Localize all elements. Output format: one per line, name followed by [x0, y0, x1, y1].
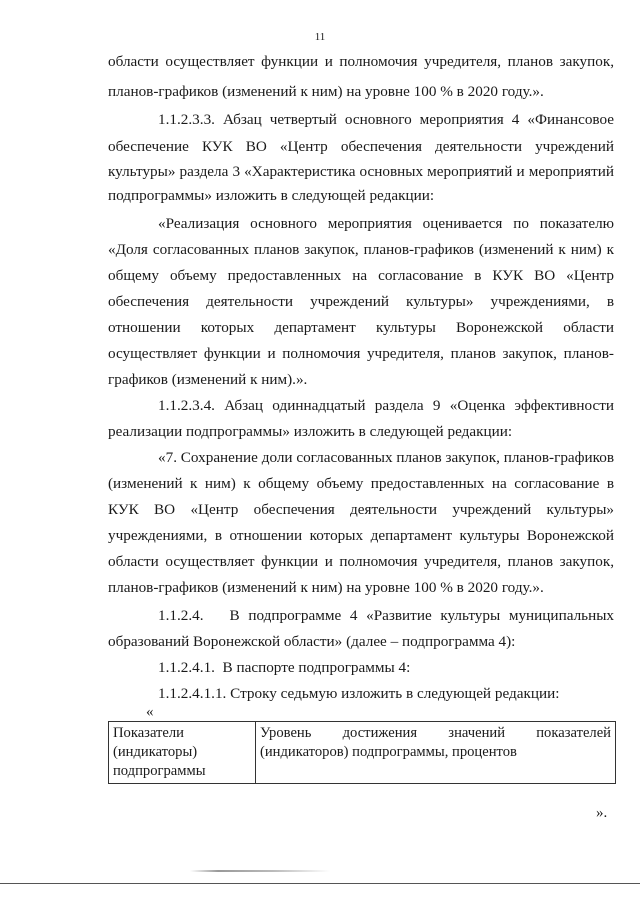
scan-artifact	[190, 870, 330, 872]
text-line: 1.1.2.4.1.1. Строку седьмую изложить в следующей редакции:	[158, 685, 560, 702]
text-line: «Доля согласованных планов закупок, планов-графиков (изменений к ним) к	[108, 241, 614, 258]
text-line: «7. Сохранение доли согласованных планов закупок, планов-графиков	[158, 449, 614, 466]
text-line: культуры» раздела 3 «Характеристика основных мероприятий и мероприятий	[108, 163, 614, 180]
page-number: 11	[314, 31, 326, 43]
text-line: КУК ВО «Центр обеспечения деятельности учреждений культуры»	[108, 501, 614, 518]
text-line: отношении которых департамент культуры Воронежской области	[108, 319, 614, 336]
cell-line: Уровень достижения значений показателей	[260, 725, 611, 741]
table-row	[109, 722, 616, 784]
text-line: 1.1.2.3.4. Абзац одиннадцатый раздела 9 «Оценка эффективности	[158, 397, 614, 414]
text-line: области осуществляет функции и полномочия учредителя, планов закупок,	[108, 553, 614, 570]
text-line: «Реализация основного мероприятия оценивается по показателю	[158, 215, 614, 232]
text-line: планов-графиков (изменений к ним) на уровне 100 % в 2020 году.».	[108, 579, 544, 596]
bottom-rule	[0, 883, 640, 884]
text-line: обеспечение КУК ВО «Центр обеспечения деятельности учреждений	[108, 138, 614, 155]
cell-line: подпрограммы	[113, 763, 206, 779]
text-line: общему объему предоставленных на согласование в КУК ВО «Центр	[108, 267, 614, 284]
cell-line: (индикаторов) подпрограммы, процентов	[260, 744, 517, 760]
open-quote: «	[146, 704, 154, 720]
text-line: обеспечения деятельности учреждений культуры» учреждениями, в	[108, 293, 614, 310]
text-line: планов-графиков (изменений к ним) на уровне 100 % в 2020 году.».	[108, 83, 544, 100]
text-line: реализации подпрограммы» изложить в следующей редакции:	[108, 423, 513, 440]
text-line: 1.1.2.3.3. Абзац четвертый основного мероприятия 4 «Финансовое	[158, 111, 614, 128]
cell-line: Показатели	[113, 725, 184, 741]
indicators-table	[108, 721, 616, 784]
text-line: области осуществляет функции и полномочия учредителя, планов закупок,	[108, 53, 614, 70]
text-line: графиков (изменений к ним).».	[108, 371, 308, 388]
text-line: осуществляет функции и полномочия учредителя, планов закупок, планов-	[108, 345, 614, 362]
text-line: 1.1.2.4.1. В паспорте подпрограммы 4:	[158, 659, 411, 676]
table-cell-indicators	[109, 722, 256, 784]
text-line: (изменений к ним) к общему объему предоставленных на согласование в	[108, 475, 614, 492]
text-line: подпрограммы» изложить в следующей редакции:	[108, 187, 435, 204]
close-quote: ».	[596, 805, 608, 821]
text-line: образований Воронежской области» (далее – подпрограмма 4):	[108, 633, 516, 650]
table-cell-description	[256, 722, 616, 784]
cell-line: (индикаторы)	[113, 744, 198, 760]
text-line: 1.1.2.4. В подпрограмме 4 «Развитие культуры муниципальных	[158, 607, 614, 624]
text-line: учреждениями, в отношении которых департамент культуры Воронежской	[108, 527, 614, 544]
